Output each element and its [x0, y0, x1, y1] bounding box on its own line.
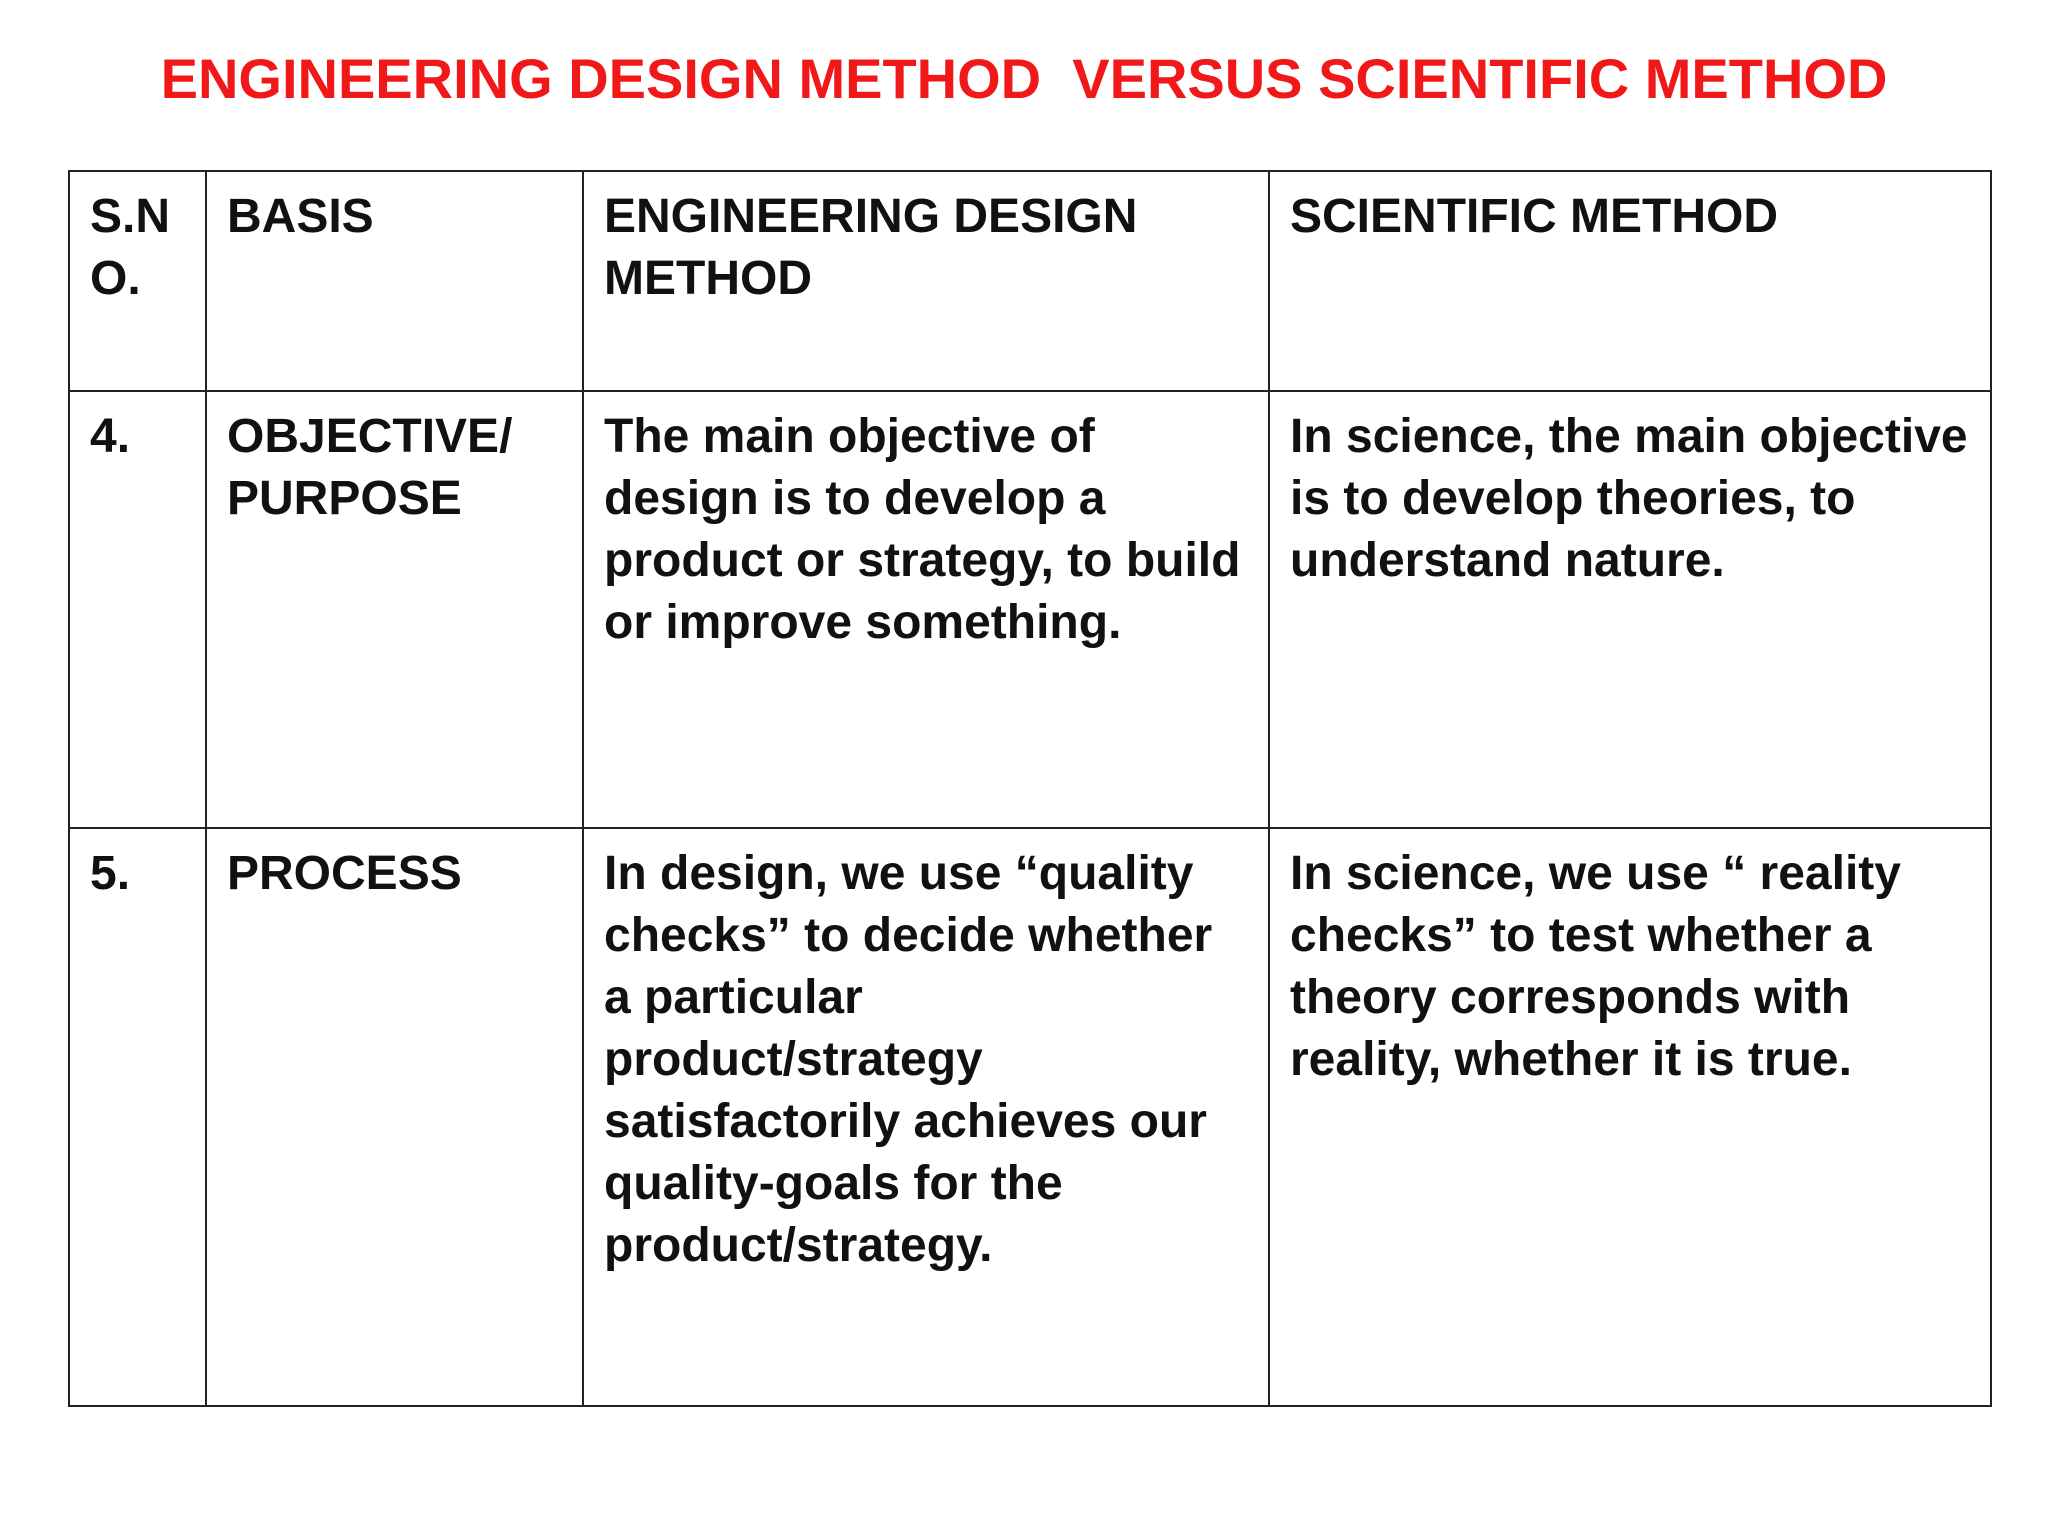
page-title: ENGINEERING DESIGN METHOD VERSUS SCIENTIFIC METHOD [160, 47, 1888, 110]
header-cell-scientific: SCIENTIFIC METHOD [1269, 171, 1991, 391]
cell-basis: OBJECTIVE/ PURPOSE [206, 391, 583, 828]
table-header-row [69, 171, 1991, 391]
cell-sno: 4. [69, 391, 206, 828]
header-cell-basis: BASIS [206, 171, 583, 391]
header-cell-engineering: ENGINEERING DESIGN METHOD [583, 171, 1269, 391]
cell-scientific: In science, we use “ reality checks” to test whether a theory corresponds with reality, whether it is true. [1269, 828, 1991, 1406]
cell-basis: PROCESS [206, 828, 583, 1406]
cell-engineering: In design, we use “quality checks” to decide whether a particular product/strategy satisfactorily achieves our quality-goals for the product/strategy. [583, 828, 1269, 1406]
table-row [69, 391, 1991, 828]
cell-scientific: In science, the main objective is to develop theories, to understand nature. [1269, 391, 1991, 828]
comparison-table [68, 170, 1992, 1407]
cell-sno: 5. [69, 828, 206, 1406]
table-row [69, 828, 1991, 1406]
cell-engineering: The main objective of design is to develop a product or strategy, to build or improve something. [583, 391, 1269, 828]
header-cell-sno: S.N O. [69, 171, 206, 391]
